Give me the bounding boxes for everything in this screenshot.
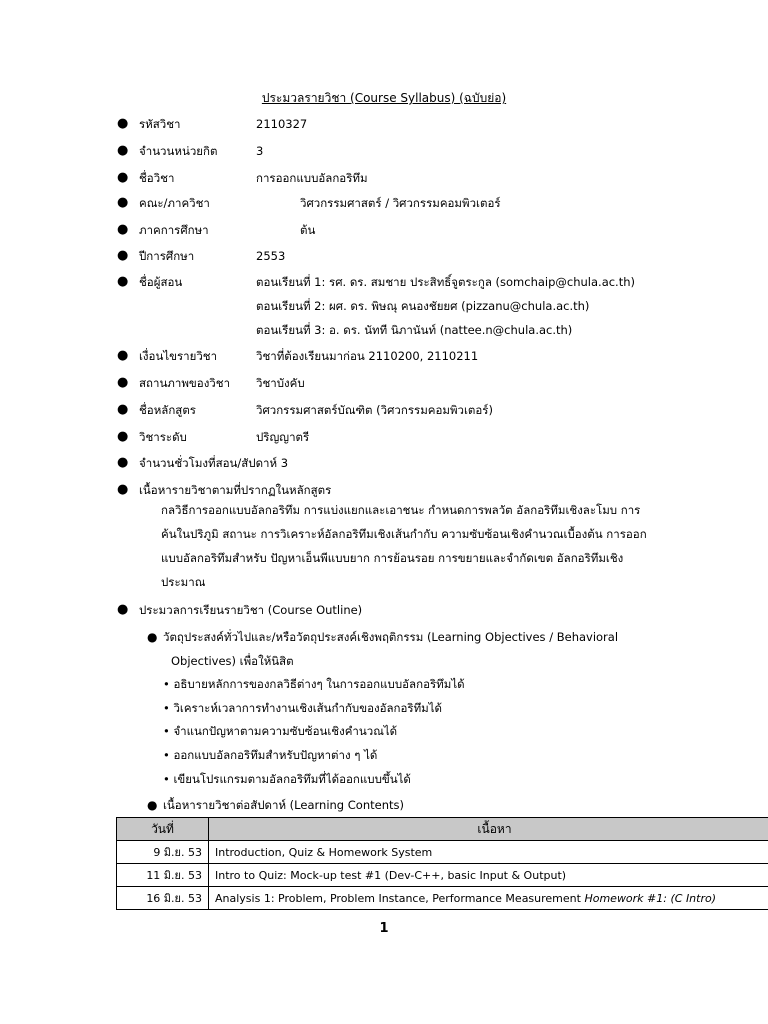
field-label: ภาคการศึกษา xyxy=(139,223,209,237)
bullet-icon: ● xyxy=(147,798,158,812)
learning-contents-table xyxy=(116,817,768,910)
field-label: ปีการศึกษา xyxy=(139,249,195,263)
bullet-icon: ● xyxy=(117,116,129,131)
instructor-line: ตอนเรียนที่ 3: อ. ดร. นัทที นิภานันท์ (nattee.n@chula.ac.th) xyxy=(256,323,573,337)
bullet-icon: ● xyxy=(117,375,129,390)
instructor-line: ตอนเรียนที่ 1: รศ. ดร. สมชาย ประสิทธิ์จูตระกูล (somchaip@chula.ac.th) xyxy=(256,275,636,289)
field-value: วิศวกรรมศาสตร์บัณฑิต (วิศวกรรมคอมพิวเตอร์) xyxy=(256,403,493,417)
bullet-icon: ● xyxy=(117,222,129,237)
field-curriculum xyxy=(0,402,768,422)
date-cell: 11 มิ.ย. 53 xyxy=(117,864,209,887)
bullet-icon: ● xyxy=(117,195,129,210)
field-label: จำนวนชั่วโมงที่สอน/สัปดาห์ 3 xyxy=(139,456,289,470)
field-label: รหัสวิชา xyxy=(139,117,181,131)
objectives-heading-line: วัตถุประสงค์ทั่วไปและ/หรือวัตถุประสงค์เชิงพฤติกรรม (Learning Objectives / Behavioral xyxy=(163,630,619,644)
table-row xyxy=(117,887,768,910)
field-value: วิชาที่ต้องเรียนมาก่อน 2110200, 2110211 xyxy=(256,349,479,363)
objectives-heading xyxy=(0,629,768,649)
field-credits xyxy=(0,143,768,163)
description-line: ประมาณ xyxy=(161,575,206,589)
objective-item: • อธิบายหลักการของกลวิธีต่างๆ ในการออกแบบอัลกอริทึมได้ xyxy=(163,677,465,691)
field-value: 3 xyxy=(256,144,264,158)
bullet-icon: ● xyxy=(117,248,129,263)
page-number: 1 xyxy=(379,921,389,936)
field-value: 2110327 xyxy=(256,117,308,131)
field-label: ชื่อวิชา xyxy=(139,171,175,185)
instructor-row xyxy=(0,298,768,318)
bullet-icon: ● xyxy=(147,630,158,644)
contents-heading xyxy=(0,797,768,817)
field-label: ชื่อหลักสูตร xyxy=(139,403,196,417)
objectives-heading-line: Objectives) เพื่อให้นิสิต xyxy=(171,654,294,668)
date-cell: 16 มิ.ย. 53 xyxy=(117,887,209,910)
description-line: กลวิธีการออกแบบอัลกอริทึม การแบ่งแยกและเอาชนะ กำหนดการพลวัต อัลกอริทึมเชิงละโมบ การ xyxy=(161,503,641,517)
field-value: การออกแบบอัลกอริทึม xyxy=(256,171,368,185)
field-status xyxy=(0,375,768,395)
field-course-name xyxy=(0,170,768,190)
field-label: เงื่อนไขรายวิชา xyxy=(139,349,218,363)
content-text: Analysis 1: Problem, Problem Instance, Performance Measurement xyxy=(215,891,585,905)
bullet-icon: ● xyxy=(117,602,129,617)
content-cell xyxy=(209,887,768,910)
bullet-icon: ● xyxy=(117,274,129,289)
field-label: สถานภาพของวิชา xyxy=(139,376,231,390)
objective-item: • ออกแบบอัลกอริทึมสำหรับปัญหาต่าง ๆ ได้ xyxy=(163,748,378,762)
objective-item: • เขียนโปรแกรมตามอัลกอริทึมที่ได้ออกแบบขึ้นได้ xyxy=(163,772,411,786)
bullet-icon: ● xyxy=(117,429,129,444)
bullet-icon: ● xyxy=(117,143,129,158)
content-text: Introduction, Quiz & Homework System xyxy=(215,845,433,859)
description-line: แบบอัลกอริทึมสำหรับ ปัญหาเอ็นพีแบบยาก การย้อนรอย การขยายและจำกัดเขต อัลกอริทึมเชิง xyxy=(161,551,624,565)
instructor-line: ตอนเรียนที่ 2: ผศ. ดร. พิษณุ คนองชัยยศ (pizzanu@chula.ac.th) xyxy=(256,299,590,313)
field-label: วิชาระดับ xyxy=(139,430,187,444)
field-label: ชื่อผู้สอน xyxy=(139,275,183,289)
field-outline xyxy=(0,602,768,622)
column-header-date: วันที่ xyxy=(117,818,209,841)
objectives-heading-cont xyxy=(0,653,768,673)
field-faculty xyxy=(0,195,768,215)
field-label: คณะ/ภาควิชา xyxy=(139,196,210,210)
content-cell xyxy=(209,864,768,887)
objective-item: • วิเคราะห์เวลาการทำงานเชิงเส้นกำกับของอัลกอริทึมได้ xyxy=(163,701,443,715)
field-course-code xyxy=(0,116,768,136)
field-level xyxy=(0,429,768,449)
field-value: วิชาบังคับ xyxy=(256,376,305,390)
content-text: Intro to Quiz: Mock-up test #1 (Dev-C++, basic Input & Output) xyxy=(215,868,567,882)
table-row xyxy=(117,841,768,864)
date-cell: 9 มิ.ย. 53 xyxy=(117,841,209,864)
content-cell xyxy=(209,841,768,864)
bullet-icon: ● xyxy=(117,348,129,363)
field-label: ประมวลการเรียนรายวิชา (Course Outline) xyxy=(139,603,363,617)
bullet-icon: ● xyxy=(117,455,129,470)
field-label: เนื้อหารายวิชาตามที่ปรากฏในหลักสูตร xyxy=(139,483,332,497)
description-line: ค้นในปริภูมิ สถานะ การวิเคราะห์อัลกอริทึมเชิงเส้นกำกับ ความซับซ้อนเชิงคำนวณเบื้องต้น การออก xyxy=(161,527,647,541)
instructor-row xyxy=(0,322,768,342)
field-academic-year xyxy=(0,248,768,268)
objective-item: • จำแนกปัญหาตามความซับซ้อนเชิงคำนวณได้ xyxy=(163,724,398,738)
bullet-icon: ● xyxy=(117,402,129,417)
field-value: 2553 xyxy=(256,249,286,263)
bullet-icon: ● xyxy=(117,482,129,497)
field-value: วิศวกรรมศาสตร์ / วิศวกรรมคอมพิวเตอร์ xyxy=(300,196,501,210)
page-title: ประมวลรายวิชา (Course Syllabus) (ฉบับย่อ) xyxy=(261,91,507,105)
table-row xyxy=(117,864,768,887)
homework-text: Homework #1: (C Intro) xyxy=(584,891,717,905)
description-paragraph xyxy=(161,498,661,594)
table-header-row xyxy=(117,818,768,841)
field-semester xyxy=(0,222,768,242)
bullet-icon: ● xyxy=(117,170,129,185)
field-label: จำนวนหน่วยกิต xyxy=(139,144,218,158)
field-prerequisites xyxy=(0,348,768,368)
column-header-content: เนื้อหา xyxy=(209,818,768,841)
field-instructors xyxy=(0,274,768,294)
contents-heading-text: เนื้อหารายวิชาต่อสัปดาห์ (Learning Contents) xyxy=(163,798,404,812)
field-value: ต้น xyxy=(300,223,316,237)
field-hours xyxy=(0,455,768,475)
field-value: ปริญญาตรี xyxy=(256,430,310,444)
